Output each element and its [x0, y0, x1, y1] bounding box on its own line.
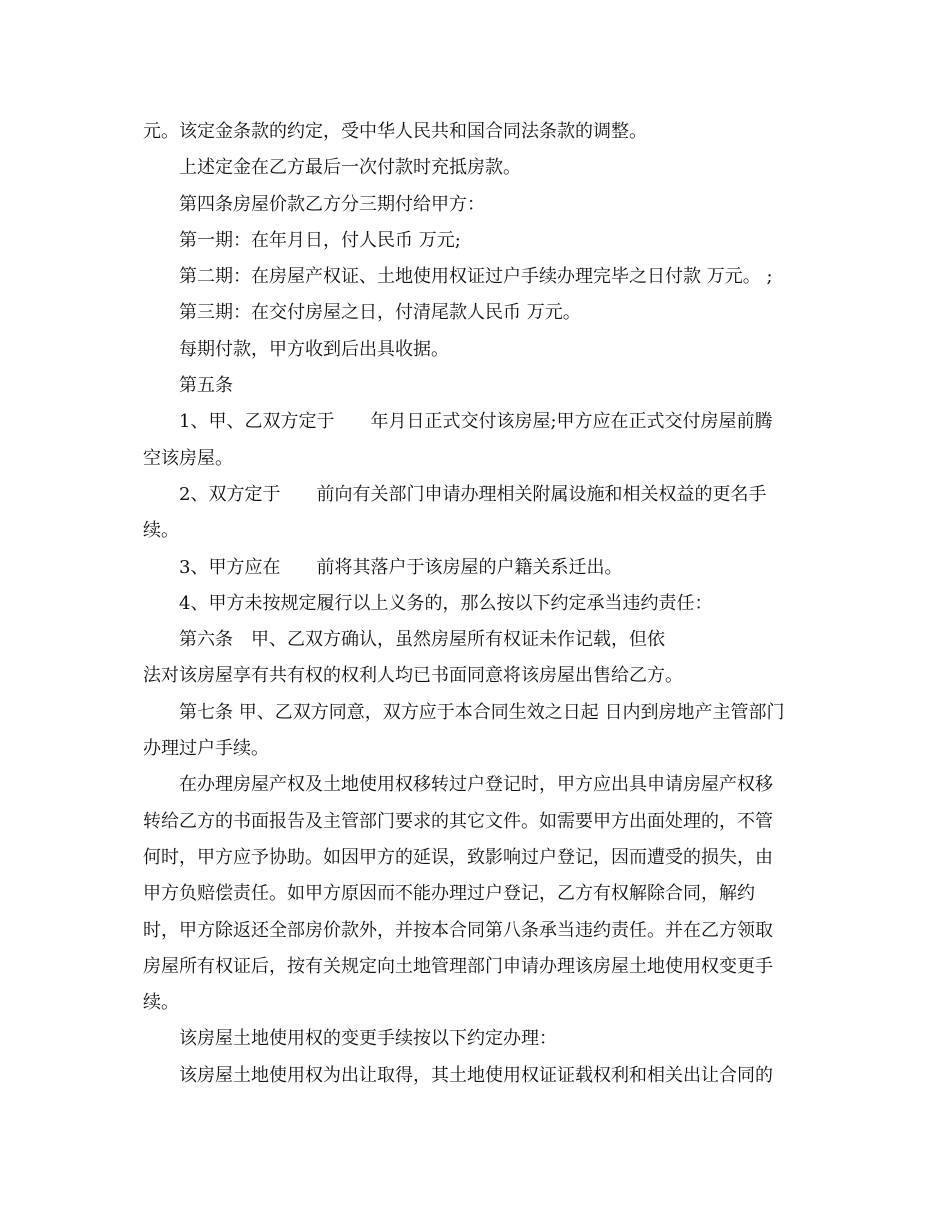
text-line: 第二期：在房屋产权证、土地使用权证过户手续办理完毕之日付款 万元。 ; [179, 266, 773, 288]
text-line: 在办理房屋产权及土地使用权移转过户登记时，甲方应出具申请房屋产权移 [179, 774, 773, 796]
text-line: 4、甲方未按规定履行以上义务的，那么按以下约定承当违约责任： [179, 592, 713, 614]
text-line: 甲方负赔偿责任。如甲方原因而不能办理过户登记，乙方有权解除合同，解约 [143, 883, 755, 905]
text-line: 3、甲方应在 前将其落户于该房屋的户籍关系迁出。 [179, 556, 623, 578]
text-line: 元。该定金条款的约定，受中华人民共和国合同法条款的调整。 [143, 121, 647, 142]
text-line: 何时，甲方应予协助。如因甲方的延误，致影响过户登记，因而遭受的损失，由 [143, 846, 773, 868]
text-line: 第三期：在交付房屋之日，付清尾款人民币 万元。 [179, 302, 581, 324]
text-line: 第一期：在年月日，付人民币 万元; [179, 229, 461, 251]
text-line: 第六条 甲、乙双方确认，虽然房屋所有权证未作记载，但依 [179, 629, 665, 651]
text-line: 第七条 甲、乙双方同意，双方应于本合同生效之日起 日内到房地产主管部门 [179, 701, 785, 723]
text-line: 该房屋土地使用权为出让取得，其土地使用权证证载权利和相关出让合同的 [179, 1064, 773, 1086]
text-line: 2、双方定于 前向有关部门申请办理相关附属设施和相关权益的更名手 [179, 483, 767, 505]
text-line: 办理过户手续。 [143, 738, 269, 760]
text-line: 法对该房屋享有共有权的权利人均已书面同意将该房屋出售给乙方。 [143, 665, 683, 687]
text-line: 转给乙方的书面报告及主管部门要求的其它文件。如需要甲方出面处理的，不管 [143, 810, 773, 832]
contract-text [143, 114, 803, 1094]
section-heading: 第五条 [179, 375, 233, 397]
text-line: 每期付款，甲方收到后出具收据。 [179, 338, 449, 360]
text-line: 上述定金在乙方最后一次付款时充抵房款。 [179, 157, 521, 179]
text-line: 第四条房屋价款乙方分三期付给甲方： [179, 193, 485, 215]
text-line: 续。 [143, 992, 179, 1014]
text-line: 续。 [143, 520, 179, 542]
text-line: 该房屋土地使用权的变更手续按以下约定办理： [179, 1028, 557, 1050]
text-line: 时，甲方除返还全部房价款外，并按本合同第八条承当违约责任。并在乙方领取 [143, 919, 773, 941]
text-line: 房屋所有权证后，按有关规定向土地管理部门申请办理该房屋土地使用权变更手 [143, 955, 773, 977]
text-line: 1、甲、乙双方定于 年月日正式交付该房屋;甲方应在正式交付房屋前腾 [179, 411, 773, 433]
text-line: 空该房屋。 [143, 447, 233, 469]
